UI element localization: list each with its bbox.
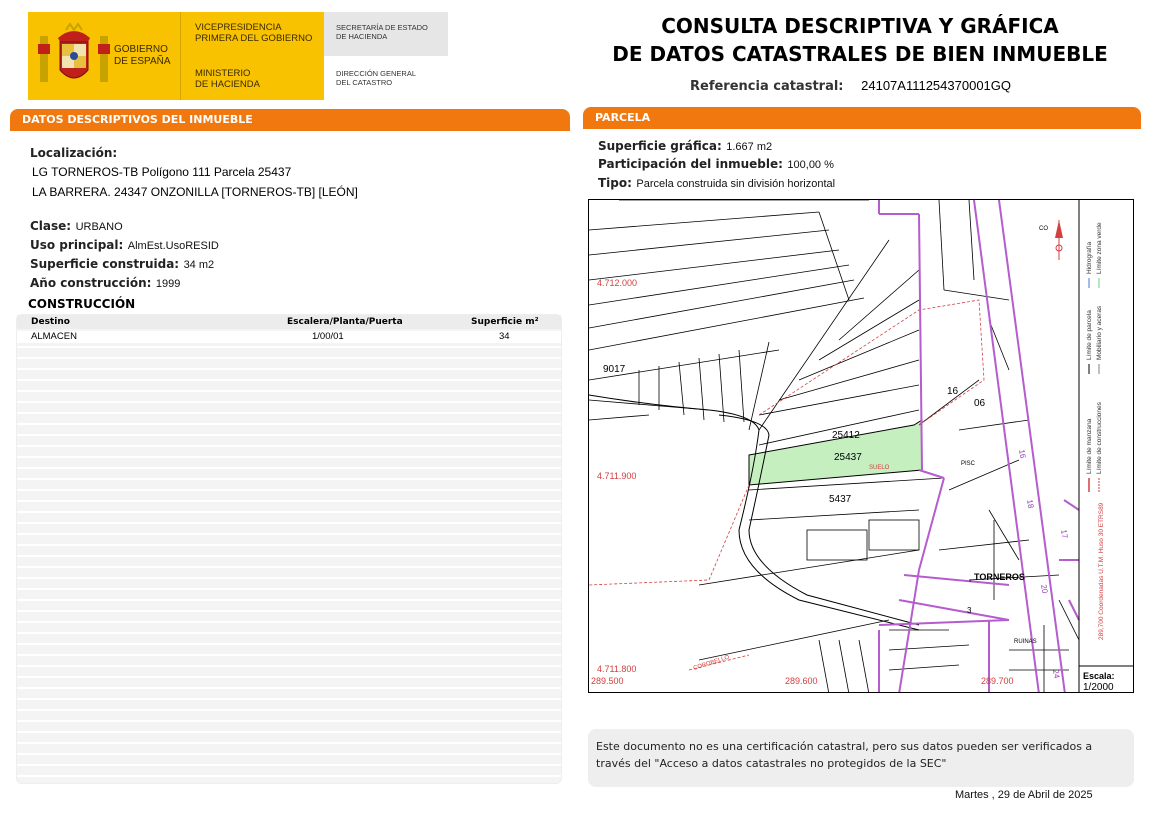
legend-coordinates: 289,700 Coordenadas U.T.M. Huso 30 ETRS89 xyxy=(1098,502,1105,640)
ministerio-panel xyxy=(180,12,324,100)
localizacion-line-2: LA BARRERA. 24347 ONZONILLA [TORNEROS-TB] [LEÓN] xyxy=(32,185,358,199)
uso-value: AlmEst.UsoRESID xyxy=(127,240,219,252)
label-pisc: PISC xyxy=(961,461,976,467)
referencia-catastral xyxy=(690,78,1011,94)
coat-of-arms-icon xyxy=(38,22,110,90)
tipo-value: Parcela construida sin división horizontal xyxy=(636,178,836,190)
sup-grafica-value: 1.667 m2 xyxy=(726,141,773,153)
cell-destino: ALMACEN xyxy=(31,331,77,342)
section-bar-parcela: PARCELA xyxy=(583,107,1141,129)
construccion-title: CONSTRUCCIÓN xyxy=(28,297,136,311)
label-5437: 5437 xyxy=(829,494,852,505)
legend-construcciones: Límite de construcciones xyxy=(1096,402,1103,474)
legend-mobiliario: Mobiliario y aceras xyxy=(1096,305,1103,360)
label-06: 06 xyxy=(974,398,986,409)
title-line-2: DE DATOS CATASTRALES DE BIEN INMUEBLE xyxy=(612,42,1108,66)
label-torneros: TORNEROS xyxy=(974,572,1025,582)
uso-row xyxy=(30,236,219,254)
title-line-1: CONSULTA DESCRIPTIVA Y GRÁFICA xyxy=(661,14,1059,38)
vicepresidencia-text: VICEPRESIDENCIA PRIMERA DEL GOBIERNO xyxy=(195,22,313,44)
label-25412: 25412 xyxy=(832,430,860,441)
localizacion-line-1: LG TORNEROS-TB Polígono 111 Parcela 25437 xyxy=(32,165,292,179)
street-20: 20 xyxy=(1039,583,1050,595)
section-divider-right xyxy=(583,128,1141,129)
secretaria-text: SECRETARÍA DE ESTADO DE HACIENDA xyxy=(336,23,428,41)
superficie-row xyxy=(30,255,214,273)
gobierno-text: GOBIERNO DE ESPAÑA xyxy=(114,44,171,67)
catastro-panel xyxy=(324,12,448,100)
street-16: 16 xyxy=(1017,448,1028,460)
superficie-label: Superficie construida: xyxy=(30,257,180,271)
coord-y-1: 4.712.000 xyxy=(597,278,638,288)
anio-label: Año construcción: xyxy=(30,276,152,290)
north-arrow-icon xyxy=(1055,220,1063,260)
label-9017: 9017 xyxy=(603,364,626,375)
label-3: 3 xyxy=(969,578,972,583)
sup-grafica-row xyxy=(598,137,772,155)
municipal-boundary xyxy=(589,300,984,670)
participacion-value: 100,00 % xyxy=(787,159,834,171)
ref-value: 24107A111254370001GQ xyxy=(861,78,1011,93)
coord-y-2: 4.711.900 xyxy=(597,471,637,481)
cell-superficie: 34 xyxy=(499,331,510,342)
header-superficie: Superficie m² xyxy=(471,317,539,327)
superficie-value: 34 m2 xyxy=(183,259,215,271)
label-corobello: COROBELLO xyxy=(692,654,731,672)
label-co: CO xyxy=(1039,226,1048,232)
legend-parcela: Límite de parcela xyxy=(1086,310,1093,360)
document-date: Martes , 29 de Abril de 2025 xyxy=(955,789,1093,801)
gobierno-espana-panel xyxy=(28,12,180,100)
label-16: 16 xyxy=(947,386,959,397)
coord-y-3: 4.711.800 xyxy=(597,664,637,674)
sup-grafica-label: Superficie gráfica: xyxy=(598,139,722,153)
tipo-row xyxy=(598,174,835,192)
disclaimer-note: Este documento no es una certificación catastral, pero sus datos pueden ser verificados a través del "Acceso a datos catastrales no protegidos de la SEC" xyxy=(588,729,1134,787)
street-24: 24 xyxy=(1051,668,1062,680)
cadastral-map xyxy=(588,199,1134,693)
legend-zona-verde: Límite zona verde xyxy=(1096,222,1103,274)
escala-label: Escala: xyxy=(1083,671,1115,681)
ministerio-text: MINISTERIO DE HACIENDA xyxy=(195,68,260,90)
document-title xyxy=(600,12,1120,68)
participacion-label: Participación del inmueble: xyxy=(598,157,783,171)
legend-manzana: Límite de manzana xyxy=(1086,418,1093,474)
label-suelo: SUELO xyxy=(869,465,890,471)
map-drawing xyxy=(589,200,1134,693)
direccion-text: DIRECCIÓN GENERAL DEL CATASTRO xyxy=(336,69,417,87)
government-logo xyxy=(28,12,448,100)
header-escalera: Escalera/Planta/Puerta xyxy=(287,317,403,327)
label-25437: 25437 xyxy=(834,452,862,463)
uso-label: Uso principal: xyxy=(30,238,124,252)
street-numbers xyxy=(1017,449,1070,680)
street-17: 17 xyxy=(1059,528,1070,540)
coord-x-3: 289.700 xyxy=(981,676,1014,686)
clase-value: URBANO xyxy=(75,221,123,233)
anio-row xyxy=(30,274,180,292)
section-bar-descriptive: DATOS DESCRIPTIVOS DEL INMUEBLE xyxy=(10,109,570,131)
construccion-table xyxy=(16,314,562,784)
legend-hidrografia: Hidrografía xyxy=(1086,241,1093,274)
clase-label: Clase: xyxy=(30,219,72,233)
header-destino: Destino xyxy=(31,317,70,327)
anio-value: 1999 xyxy=(155,278,181,290)
section-divider-left xyxy=(10,130,570,131)
participacion-row xyxy=(598,155,834,173)
localizacion-label: Localización: xyxy=(30,146,118,160)
clase-row xyxy=(30,217,123,235)
table-row xyxy=(17,331,561,343)
cell-escalera: 1/00/01 xyxy=(312,331,344,342)
table-header xyxy=(17,315,561,329)
street-18: 18 xyxy=(1025,498,1036,510)
map-legend xyxy=(1083,222,1115,693)
coord-x-2: 289.600 xyxy=(785,676,818,686)
label-street-3: 3 xyxy=(967,606,972,615)
escala-value: 1/2000 xyxy=(1083,682,1114,693)
tipo-label: Tipo: xyxy=(598,176,632,190)
label-ruinas: RUINAS xyxy=(1014,639,1037,645)
coord-x-1: 289.500 xyxy=(591,676,624,686)
coordinate-labels xyxy=(591,278,1014,686)
ref-label: Referencia catastral: xyxy=(690,79,844,94)
